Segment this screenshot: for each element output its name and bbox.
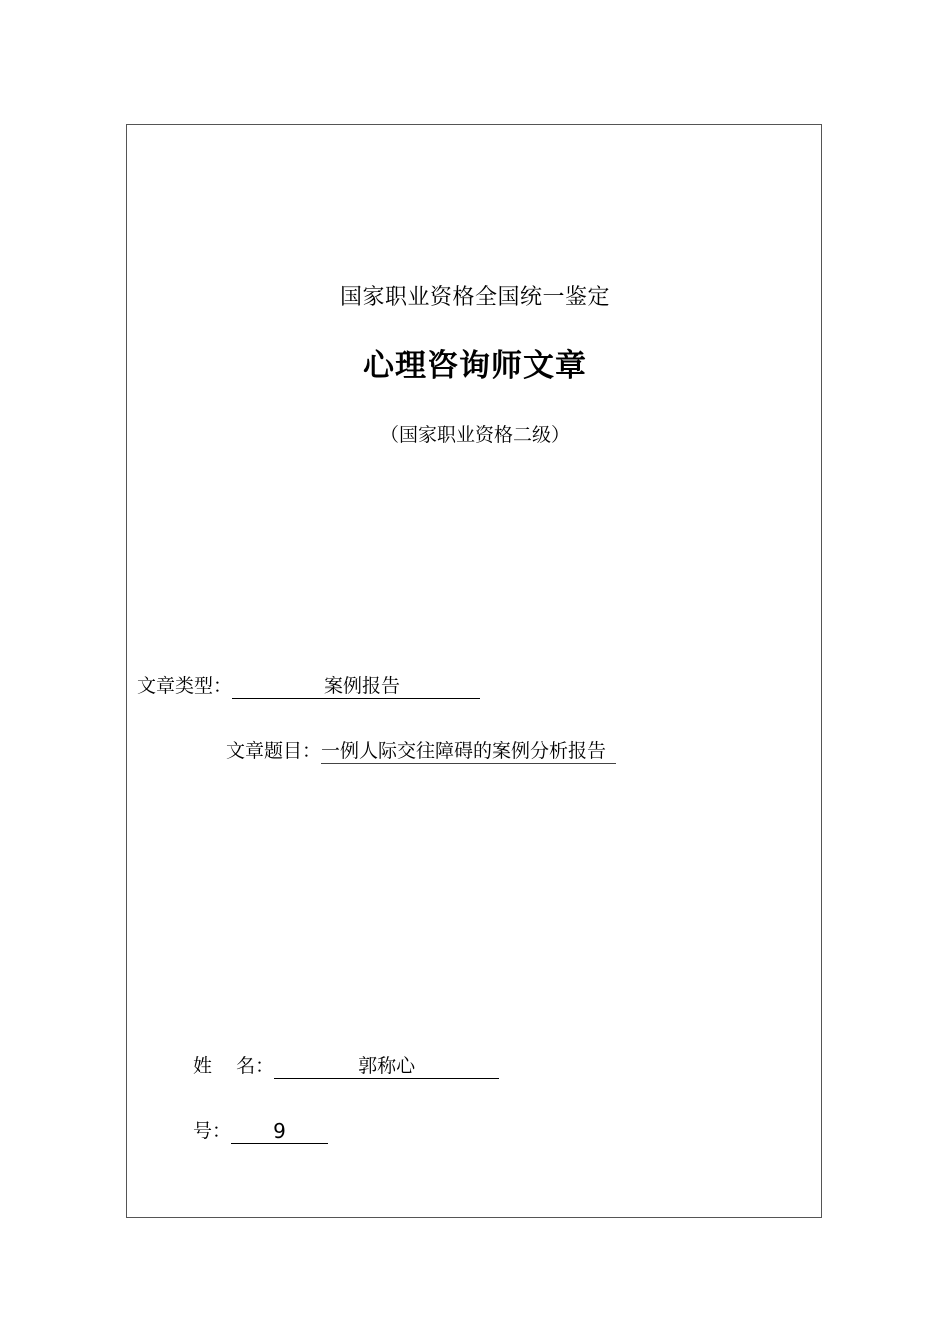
article-topic-field xyxy=(226,738,616,764)
document-subtitle: （国家职业资格二级） xyxy=(379,424,570,446)
author-name-value: 郭称心 xyxy=(274,1053,499,1079)
exam-title: 国家职业资格全国统一鉴定 xyxy=(339,285,610,310)
author-name-label: 姓 名： xyxy=(193,1055,275,1077)
article-type-field xyxy=(137,673,480,699)
article-type-label: 文章类型： xyxy=(137,675,233,697)
article-topic-value: 一例人际交往障碍的案例分析报告 xyxy=(321,738,616,764)
document-title: 心理咨询师文章 xyxy=(363,348,587,384)
article-topic-label: 文章题目： xyxy=(226,740,322,762)
number-value: 9 xyxy=(231,1118,328,1144)
number-label: 号： xyxy=(193,1120,232,1142)
number-field xyxy=(193,1118,328,1144)
author-name-field xyxy=(193,1053,499,1079)
article-type-value: 案例报告 xyxy=(232,673,480,699)
